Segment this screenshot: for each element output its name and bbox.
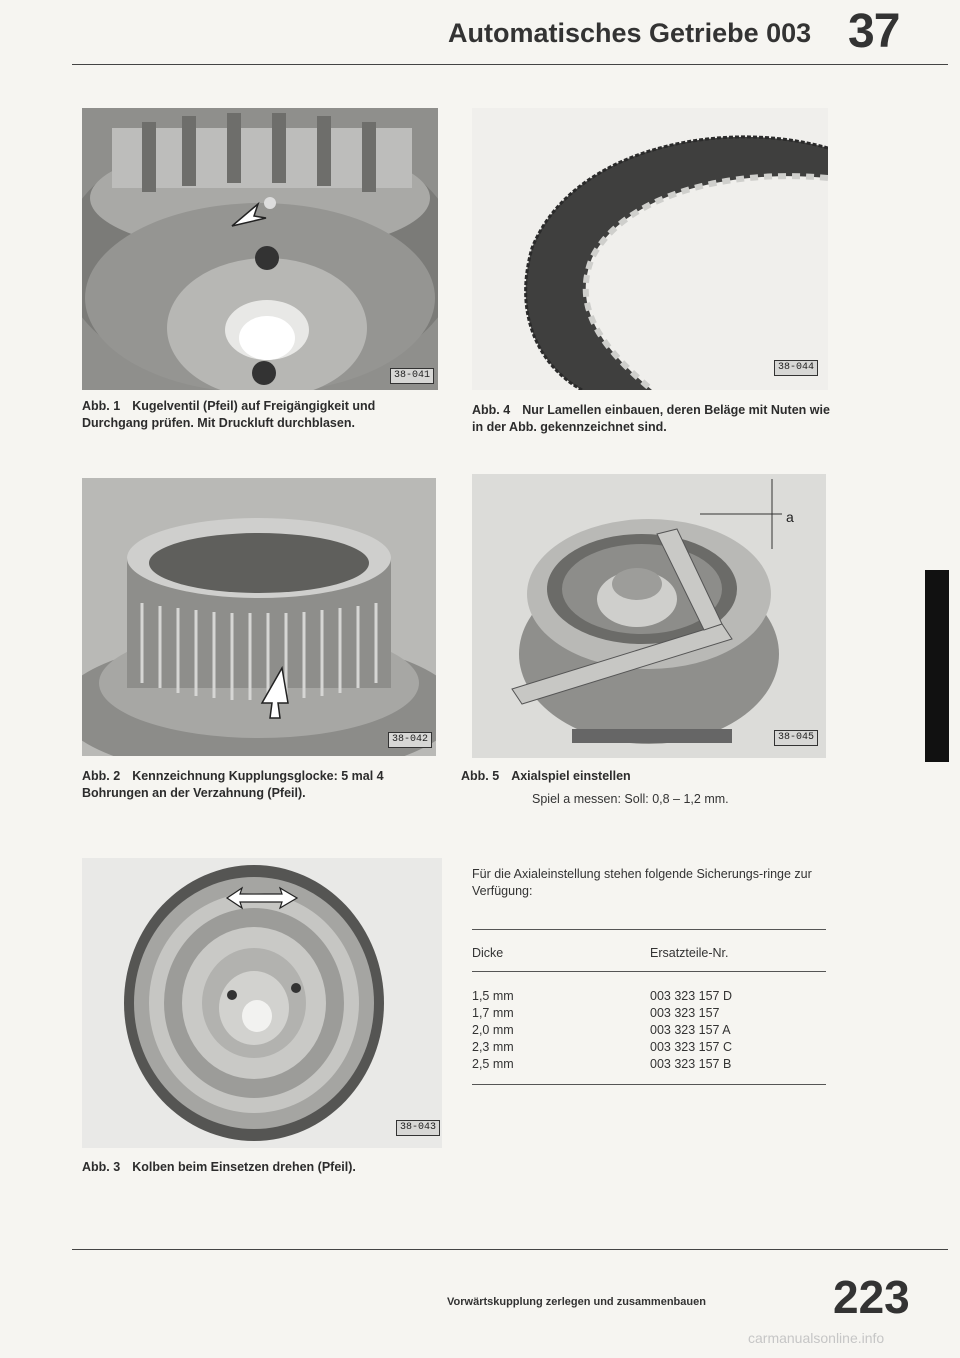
table-rule-top bbox=[472, 929, 826, 930]
figure-5-label: Abb. 5 bbox=[461, 769, 500, 783]
figure-5-caption bbox=[461, 768, 841, 785]
figure-1-label: Abb. 1 bbox=[82, 399, 121, 413]
table-cell: 1,5 mm bbox=[472, 989, 514, 1003]
page-header-title: Automatisches Getriebe 003 bbox=[448, 18, 812, 48]
table-cell: 003 323 157 B bbox=[650, 1057, 732, 1071]
figure-2-text: Kennzeichnung Kupplungsglocke: 5 mal 4 Bohrungen an der Verzahnung (Pfeil). bbox=[82, 769, 384, 800]
figure-4-caption bbox=[472, 402, 842, 436]
page-number: 223 bbox=[833, 1271, 910, 1323]
figure-3-caption bbox=[82, 1159, 442, 1176]
table-cell: 003 323 157 D bbox=[650, 989, 733, 1003]
figure-5-note: Spiel a messen: Soll: 0,8 – 1,2 mm. bbox=[532, 792, 729, 806]
table-cell: 003 323 157 C bbox=[650, 1040, 733, 1054]
figure-5-text: Axialspiel einstellen bbox=[511, 769, 631, 783]
figure-3-code: 38-043 bbox=[396, 1120, 440, 1136]
table-header-thickness: Dicke bbox=[472, 946, 504, 960]
figure-3-photo bbox=[82, 858, 442, 1148]
intro-text: Für die Axialeinstellung stehen folgende Sicherungs-ringe zur Verfügung: bbox=[472, 867, 812, 898]
figure-2-caption bbox=[82, 768, 442, 802]
figure-1-caption bbox=[82, 398, 442, 432]
figure-4-code: 38-044 bbox=[774, 360, 818, 376]
figure-4-text: Nur Lamellen einbauen, deren Beläge mit Nuten wie in der Abb. gekennzeichnet sind. bbox=[472, 403, 830, 434]
table-cell: 2,0 mm bbox=[472, 1023, 514, 1037]
figure-1-code: 38-041 bbox=[390, 368, 434, 384]
table-rule-bottom bbox=[472, 1084, 826, 1085]
figure-5-photo bbox=[472, 474, 826, 758]
figure-2-photo bbox=[82, 478, 436, 756]
figure-1-text: Kugelventil (Pfeil) auf Freigängigkeit und Durchgang prüfen. Mit Druckluft durchblasen. bbox=[82, 399, 376, 430]
table-cell: 003 323 157 A bbox=[650, 1023, 731, 1037]
figure-3-text: Kolben beim Einsetzen drehen (Pfeil). bbox=[132, 1160, 356, 1174]
table-cell: 2,5 mm bbox=[472, 1057, 514, 1071]
watermark: carmanualsonline.info bbox=[748, 1330, 885, 1346]
table-cell: 1,7 mm bbox=[472, 1006, 514, 1020]
figure-2-label: Abb. 2 bbox=[82, 769, 121, 783]
figure-4-label: Abb. 4 bbox=[472, 403, 511, 417]
table-cell: 2,3 mm bbox=[472, 1040, 514, 1054]
footer-rule bbox=[72, 1249, 948, 1250]
header-rule bbox=[72, 64, 948, 65]
table-header-part-number: Ersatzteile-Nr. bbox=[650, 946, 729, 960]
figure-2-code: 38-042 bbox=[388, 732, 432, 748]
figure-4-photo bbox=[472, 108, 828, 390]
section-tab bbox=[925, 570, 949, 762]
footer-section-title: Vorwärtskupplung zerlegen und zusammenbauen bbox=[447, 1296, 706, 1308]
table-rule-mid bbox=[472, 971, 826, 972]
chapter-number: 37 bbox=[848, 5, 900, 58]
figure-5-dimension-a: a bbox=[786, 509, 794, 525]
figure-1-photo bbox=[82, 108, 438, 390]
figure-3-label: Abb. 3 bbox=[82, 1160, 121, 1174]
figure-5-code: 38-045 bbox=[774, 730, 818, 746]
table-cell: 003 323 157 bbox=[650, 1006, 720, 1020]
